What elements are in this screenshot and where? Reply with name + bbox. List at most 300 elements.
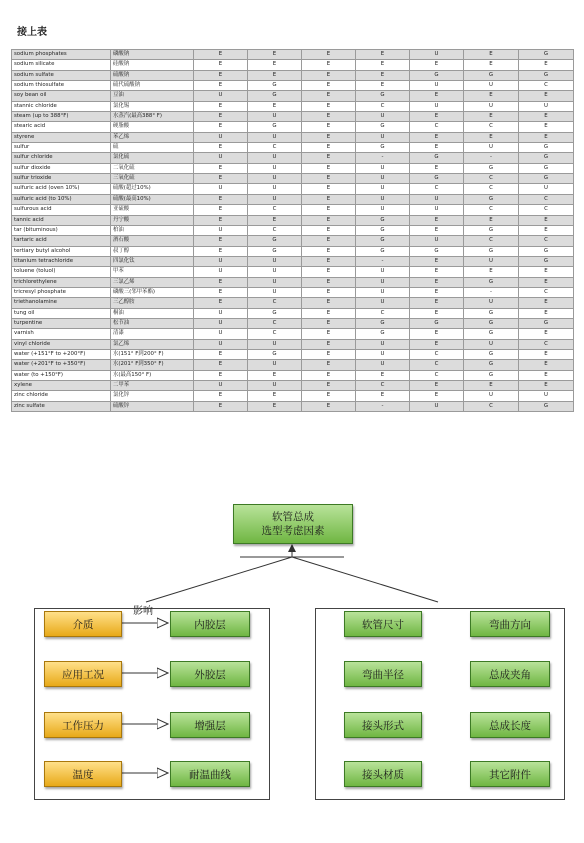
rating-cell: G (519, 50, 574, 60)
rating-cell: E (194, 60, 248, 70)
rating-cell: U (410, 194, 464, 204)
table-row (12, 246, 574, 256)
hose-selection-diagram (0, 490, 584, 843)
rating-cell: E (194, 349, 248, 359)
rating-cell: E (519, 360, 574, 370)
rating-cell: E (194, 246, 248, 256)
page-title: 接上表 (17, 27, 47, 38)
rating-cell: U (410, 401, 464, 411)
table-row (12, 205, 574, 215)
rating-cell: U (356, 112, 410, 122)
chemical-name-cn: 清漆 (111, 329, 194, 339)
rating-cell: - (356, 401, 410, 411)
chemical-name-cn: 硫 (111, 143, 194, 153)
rating-cell: E (248, 391, 302, 401)
chemical-name-cn: 硫代硫酸钠 (111, 81, 194, 91)
rating-cell: E (248, 70, 302, 80)
rating-cell: E (410, 298, 464, 308)
top-line1: 软管总成 (272, 511, 314, 523)
table-row (12, 91, 574, 101)
rating-cell: U (464, 298, 519, 308)
rating-cell: C (410, 349, 464, 359)
rating-cell: U (248, 153, 302, 163)
rating-cell: E (302, 50, 356, 60)
consideration-box: 软管尺寸 (344, 611, 422, 637)
rating-cell: E (302, 215, 356, 225)
chemical-name: water (to +150°F) (12, 370, 111, 380)
rating-cell: U (194, 91, 248, 101)
rating-cell: E (519, 112, 574, 122)
table-row (12, 401, 574, 411)
rating-cell: G (519, 153, 574, 163)
chemical-name: sulfuric acid (to 10%) (12, 194, 111, 204)
rating-cell: G (410, 174, 464, 184)
chemical-name: tertiary butyl alcohol (12, 246, 111, 256)
rating-cell: U (356, 287, 410, 297)
chemical-name: tricresyl phosphate (12, 287, 111, 297)
rating-cell: C (464, 205, 519, 215)
table-row (12, 381, 574, 391)
top-line2: 选型考虑因素 (261, 525, 325, 537)
rating-cell: U (248, 174, 302, 184)
rating-cell: G (464, 225, 519, 235)
table-row (12, 256, 574, 266)
rating-cell: E (194, 143, 248, 153)
rating-cell: U (464, 339, 519, 349)
rating-cell: E (410, 163, 464, 173)
rating-cell: E (356, 391, 410, 401)
rating-cell: G (248, 236, 302, 246)
consideration-box: 总成夹角 (470, 661, 550, 687)
rating-cell: E (302, 153, 356, 163)
chemical-name: stannic chloride (12, 101, 111, 111)
rating-cell: C (356, 308, 410, 318)
rating-cell: G (248, 308, 302, 318)
rating-cell: U (464, 143, 519, 153)
chemical-name-cn: 磷酸三(邻甲苯酯) (111, 287, 194, 297)
chemical-name: trichlorethylene (12, 277, 111, 287)
rating-cell: E (356, 370, 410, 380)
rating-cell: E (410, 225, 464, 235)
chemical-name-cn: 水(201° F到350° F) (111, 360, 194, 370)
rating-cell: E (464, 60, 519, 70)
rating-cell: E (248, 101, 302, 111)
rating-cell: U (248, 287, 302, 297)
rating-cell: C (519, 205, 574, 215)
rating-cell: U (248, 194, 302, 204)
chemical-name-cn: 硫酸钠 (111, 70, 194, 80)
rating-cell: E (519, 267, 574, 277)
rating-cell: C (464, 174, 519, 184)
rating-cell: C (519, 81, 574, 91)
chemical-name-cn: 二甲苯 (111, 381, 194, 391)
hose-layer-box: 耐温曲线 (170, 761, 250, 787)
rating-cell: E (519, 60, 574, 70)
factor-box: 应用工况 (44, 661, 122, 687)
rating-cell: E (194, 370, 248, 380)
chemical-name-cn: 丹宁酸 (111, 215, 194, 225)
rating-cell: G (410, 70, 464, 80)
chemical-name: sodium phosphates (12, 50, 111, 60)
rating-cell: G (356, 215, 410, 225)
rating-cell: U (356, 132, 410, 142)
chemical-name: tannic acid (12, 215, 111, 225)
rating-cell: - (464, 287, 519, 297)
chemical-name-cn: 苯乙烯 (111, 132, 194, 142)
rating-cell: E (302, 60, 356, 70)
rating-cell: E (464, 267, 519, 277)
rating-cell: U (410, 81, 464, 91)
table-row (12, 339, 574, 349)
rating-cell: E (302, 184, 356, 194)
rating-cell: C (410, 360, 464, 370)
rating-cell: E (410, 308, 464, 318)
rating-cell: E (302, 174, 356, 184)
rating-cell: U (248, 277, 302, 287)
table-row (12, 153, 574, 163)
rating-cell: G (248, 246, 302, 256)
table-row (12, 287, 574, 297)
chemical-name: sulfur chloride (12, 153, 111, 163)
chemical-name-cn: 硫酸(超过10%) (111, 184, 194, 194)
table-row (12, 132, 574, 142)
rating-cell: E (194, 287, 248, 297)
rating-cell: C (248, 205, 302, 215)
rating-cell: U (248, 256, 302, 266)
table-row (12, 391, 574, 401)
rating-cell: E (194, 205, 248, 215)
chemical-name: tartaric acid (12, 236, 111, 246)
rating-cell: G (356, 91, 410, 101)
chemical-name: sodium silicate (12, 60, 111, 70)
rating-cell: U (410, 101, 464, 111)
rating-cell: E (248, 60, 302, 70)
chemical-name: steam (up to 388°F) (12, 112, 111, 122)
rating-cell: C (248, 298, 302, 308)
rating-cell: E (519, 329, 574, 339)
rating-cell: E (302, 267, 356, 277)
rating-cell: G (356, 318, 410, 328)
rating-cell: E (519, 122, 574, 132)
rating-cell: U (410, 236, 464, 246)
rating-cell: E (302, 339, 356, 349)
rating-cell: U (194, 318, 248, 328)
rating-cell: U (464, 391, 519, 401)
rating-cell: E (302, 329, 356, 339)
rating-cell: C (248, 329, 302, 339)
rating-cell: G (356, 236, 410, 246)
chemical-name-cn: 甲苯 (111, 267, 194, 277)
table-row (12, 70, 574, 80)
rating-cell: C (464, 184, 519, 194)
rating-cell: G (464, 308, 519, 318)
table-row (12, 101, 574, 111)
consideration-box: 弯曲方向 (470, 611, 550, 637)
rating-cell: E (356, 50, 410, 60)
consideration-box: 其它附件 (470, 761, 550, 787)
table-row (12, 112, 574, 122)
rating-cell: C (410, 122, 464, 132)
rating-cell: U (248, 267, 302, 277)
rating-cell: G (519, 174, 574, 184)
rating-cell: E (464, 112, 519, 122)
rating-cell: E (194, 298, 248, 308)
rating-cell: U (248, 184, 302, 194)
rating-cell: G (248, 349, 302, 359)
table-row (12, 143, 574, 153)
table-row (12, 370, 574, 380)
rating-cell: E (302, 143, 356, 153)
rating-cell: E (410, 277, 464, 287)
rating-cell: E (410, 215, 464, 225)
rating-cell: E (194, 236, 248, 246)
rating-cell: E (302, 349, 356, 359)
hose-assembly-box (233, 504, 353, 544)
rating-cell: - (356, 256, 410, 266)
rating-cell: E (410, 143, 464, 153)
chemical-name-cn: 三乙醇胺 (111, 298, 194, 308)
rating-cell: G (356, 225, 410, 235)
rating-cell: G (464, 349, 519, 359)
chemical-name: titanium tetrachloride (12, 256, 111, 266)
chemical-name: zinc chloride (12, 391, 111, 401)
rating-cell: E (194, 401, 248, 411)
rating-cell: U (194, 256, 248, 266)
rating-cell: E (248, 50, 302, 60)
rating-cell: U (248, 381, 302, 391)
rating-cell: E (302, 70, 356, 80)
chemical-name-cn: 三氧化硫 (111, 174, 194, 184)
rating-cell: E (194, 174, 248, 184)
chemical-name-cn: 二氧化硫 (111, 163, 194, 173)
rating-cell: U (464, 256, 519, 266)
table-row (12, 329, 574, 339)
rating-cell: C (248, 143, 302, 153)
rating-cell: U (410, 205, 464, 215)
rating-cell: U (356, 349, 410, 359)
rating-cell: E (410, 256, 464, 266)
rating-cell: E (302, 246, 356, 256)
rating-cell: G (464, 70, 519, 80)
rating-cell: E (302, 391, 356, 401)
table-row (12, 318, 574, 328)
factor-box: 工作压力 (44, 712, 122, 738)
rating-cell: G (464, 194, 519, 204)
rating-cell: G (248, 81, 302, 91)
rating-cell: E (302, 370, 356, 380)
rating-cell: U (356, 194, 410, 204)
rating-cell: C (356, 381, 410, 391)
chemical-name-cn: 硫酸锌 (111, 401, 194, 411)
rating-cell: G (464, 246, 519, 256)
chemical-name-cn: 酒石酸 (111, 236, 194, 246)
rating-cell: U (194, 381, 248, 391)
rating-cell: E (356, 60, 410, 70)
rating-cell: U (356, 277, 410, 287)
rating-cell: U (248, 339, 302, 349)
rating-cell: E (464, 215, 519, 225)
chemical-name: xylene (12, 381, 111, 391)
rating-cell: E (248, 401, 302, 411)
table-row (12, 215, 574, 225)
rating-cell: G (410, 318, 464, 328)
chemical-name-cn: 磷酸钠 (111, 50, 194, 60)
rating-cell: E (194, 101, 248, 111)
chemical-name-cn: 四氯化钛 (111, 256, 194, 266)
chemical-name: sulfur dioxide (12, 163, 111, 173)
rating-cell: C (356, 101, 410, 111)
rating-cell: U (194, 308, 248, 318)
rating-cell: E (464, 91, 519, 101)
rating-cell: G (519, 318, 574, 328)
chemical-name-cn: 氯化锌 (111, 391, 194, 401)
rating-cell: U (464, 81, 519, 91)
chemical-name-cn: 叔丁醇 (111, 246, 194, 256)
rating-cell: E (302, 298, 356, 308)
rating-cell: C (519, 339, 574, 349)
rating-cell: U (194, 132, 248, 142)
rating-cell: E (519, 381, 574, 391)
hose-layer-box: 增强层 (170, 712, 250, 738)
factor-box: 温度 (44, 761, 122, 787)
rating-cell: E (410, 112, 464, 122)
rating-cell: E (410, 132, 464, 142)
rating-cell: G (356, 143, 410, 153)
rating-cell: E (464, 381, 519, 391)
hose-layer-box: 外胶层 (170, 661, 250, 687)
chemical-name: vinyl chloride (12, 339, 111, 349)
rating-cell: E (519, 308, 574, 318)
table-row (12, 122, 574, 132)
rating-cell: G (464, 163, 519, 173)
rating-cell: E (302, 163, 356, 173)
chemical-name-cn: 硫酸(最高10%) (111, 194, 194, 204)
rating-cell: C (464, 122, 519, 132)
table-row (12, 184, 574, 194)
rating-cell: U (194, 184, 248, 194)
rating-cell: E (302, 256, 356, 266)
rating-cell: U (194, 339, 248, 349)
chemical-name: turpentine (12, 318, 111, 328)
rating-cell: E (464, 132, 519, 142)
rating-cell: - (356, 153, 410, 163)
rating-cell: E (302, 194, 356, 204)
consideration-box: 接头材质 (344, 761, 422, 787)
rating-cell: C (519, 287, 574, 297)
rating-cell: G (519, 256, 574, 266)
chemical-name-cn: 豆油 (111, 91, 194, 101)
rating-cell: E (356, 81, 410, 91)
rating-cell: E (356, 70, 410, 80)
chemical-name-cn: 水(最高150° F) (111, 370, 194, 380)
chemical-name: styrene (12, 132, 111, 142)
chemical-name: zinc sulfate (12, 401, 111, 411)
chemical-name-cn: 桐油 (111, 308, 194, 318)
table-row (12, 60, 574, 70)
rating-cell: E (302, 132, 356, 142)
rating-cell: G (464, 318, 519, 328)
rating-cell: U (356, 267, 410, 277)
rating-cell: E (302, 318, 356, 328)
rating-cell: E (194, 81, 248, 91)
rating-cell: E (302, 381, 356, 391)
rating-cell: U (519, 391, 574, 401)
rating-cell: G (519, 246, 574, 256)
rating-cell: E (302, 360, 356, 370)
table-row (12, 81, 574, 91)
rating-cell: G (519, 401, 574, 411)
rating-cell: E (519, 370, 574, 380)
rating-cell: E (410, 267, 464, 277)
factor-box: 介质 (44, 611, 122, 637)
chemical-name: triethanolamine (12, 298, 111, 308)
rating-cell: G (464, 360, 519, 370)
chemical-name: varnish (12, 329, 111, 339)
table-row (12, 174, 574, 184)
chemical-name-cn: 氯乙烯 (111, 339, 194, 349)
rating-cell: E (194, 277, 248, 287)
rating-cell: E (302, 81, 356, 91)
rating-cell: G (519, 143, 574, 153)
table-row (12, 360, 574, 370)
rating-cell: E (248, 370, 302, 380)
table-row (12, 50, 574, 60)
rating-cell: E (519, 298, 574, 308)
rating-cell: C (519, 194, 574, 204)
rating-cell: - (464, 153, 519, 163)
table-row (12, 163, 574, 173)
rating-cell: E (248, 215, 302, 225)
rating-cell: E (410, 91, 464, 101)
hose-layer-box: 内胶层 (170, 611, 250, 637)
rating-cell: E (519, 132, 574, 142)
chemical-name: sulfur (12, 143, 111, 153)
rating-cell: C (248, 225, 302, 235)
rating-cell: U (194, 153, 248, 163)
chemical-name: sulfur trioxide (12, 174, 111, 184)
chemical-name: water (+201°F to +350°F) (12, 360, 111, 370)
rating-cell: E (519, 91, 574, 101)
rating-cell: E (410, 329, 464, 339)
right-branch-line (292, 557, 438, 602)
rating-cell: U (464, 101, 519, 111)
chemical-name: sulfuric acid (oven 10%) (12, 184, 111, 194)
rating-cell: G (464, 329, 519, 339)
rating-cell: U (248, 132, 302, 142)
consideration-box: 弯曲半径 (344, 661, 422, 687)
chemical-name-cn: 柏油 (111, 225, 194, 235)
rating-cell: G (248, 122, 302, 132)
chemical-name: sulfurous acid (12, 205, 111, 215)
rating-cell: E (302, 122, 356, 132)
rating-cell: E (194, 360, 248, 370)
rating-cell: E (302, 287, 356, 297)
rating-cell: E (194, 163, 248, 173)
influence-label: 影响 (133, 606, 153, 617)
rating-cell: C (248, 318, 302, 328)
rating-cell: U (194, 225, 248, 235)
rating-cell: U (194, 267, 248, 277)
rating-cell: E (410, 339, 464, 349)
chemical-name: toluene (toluol) (12, 267, 111, 277)
table-row (12, 349, 574, 359)
rating-cell: E (194, 215, 248, 225)
rating-cell: U (356, 174, 410, 184)
rating-cell: E (302, 308, 356, 318)
rating-cell: E (410, 391, 464, 401)
rating-cell: E (302, 91, 356, 101)
rating-cell: U (356, 184, 410, 194)
